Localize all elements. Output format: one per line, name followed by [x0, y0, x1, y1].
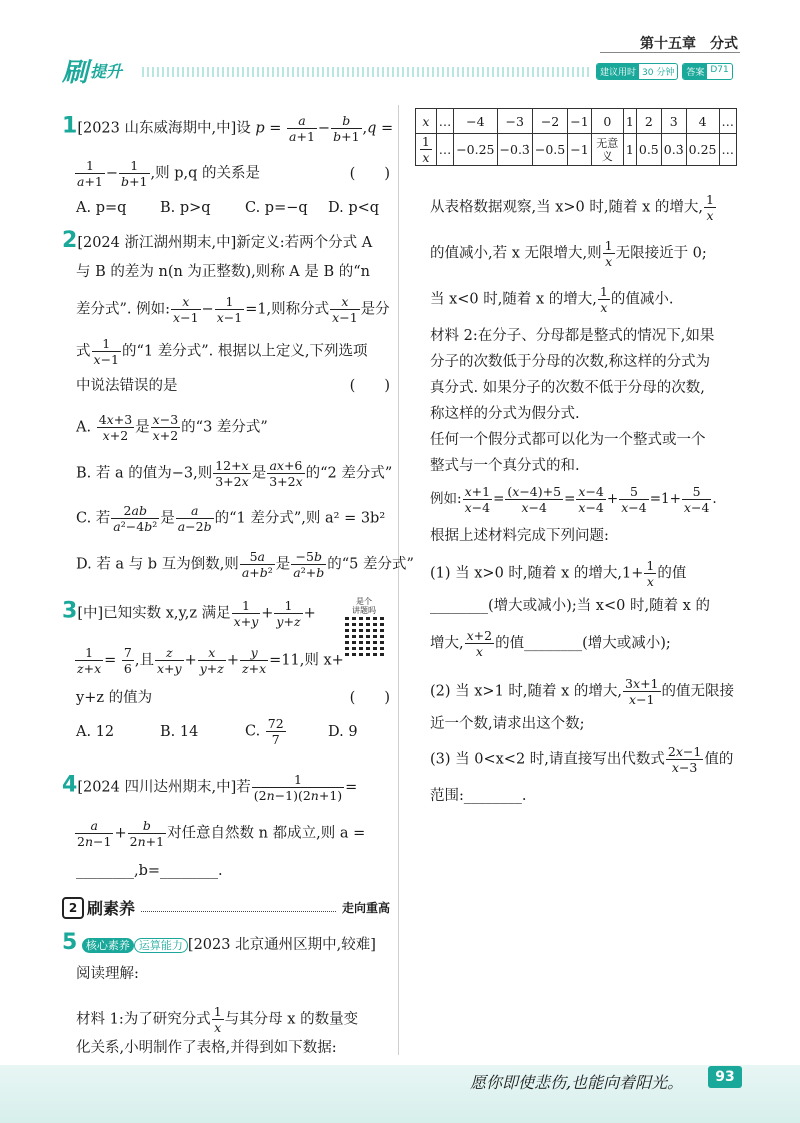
table-cell: 无意义 [591, 134, 623, 166]
table-cell: 1 [623, 134, 636, 166]
q2-line4: 式 $\frac{1}{x-1}$ 的“1 差分式”. 根据以上定义,下列选项 [76, 336, 368, 367]
q4-number: 4 [62, 772, 78, 798]
table-cell: 0.3̇ [661, 134, 686, 166]
table-row [416, 134, 737, 166]
task-line: 根据上述材料完成下列问题: [430, 528, 609, 544]
q1-number: 1 [62, 113, 78, 139]
qr-code-icon[interactable] [342, 615, 386, 659]
table-row [416, 109, 737, 134]
q1-option-d: D. p<q [328, 200, 380, 216]
q2-option-d: D. 若 a 与 b 互为倒数,则 $\frac{5a}{\text{a+b²}}$ 是 $\frac{-5b}{\text{a²+b}}$ 的“5 差分式” [76, 549, 414, 580]
table-cell: −0.25 [454, 134, 497, 166]
material2-line5: 任何一个假分式都可以化为一个整式或一个 [430, 432, 706, 448]
data-table [415, 108, 737, 166]
q3-answer-paren: ( ) [349, 690, 390, 706]
q2-text3b: =1,则称分式 [245, 301, 330, 318]
brand-main: 刷 [62, 58, 89, 88]
q5-material1-cont: 化关系,小明制作了表格,并得到如下数据: [76, 1040, 337, 1056]
section-dots [141, 903, 336, 912]
table-cell: 0.25 [686, 134, 719, 166]
table-cell: −0.3̇ [497, 134, 532, 166]
column-divider [398, 105, 399, 1055]
table-cell: 0.5 [636, 134, 661, 166]
table-cell: … [436, 134, 454, 166]
material2-line4: 称这样的分式为假分式. [430, 406, 580, 422]
q3-option-d: D. 9 [328, 724, 358, 740]
q1-option-a: A. p=q [76, 200, 127, 216]
material2-line1: 材料 2:在分子、分母都是整式的情况下,如果 [430, 328, 715, 344]
table-cell: 3 [661, 109, 686, 134]
header-tags [596, 63, 733, 80]
section-icon: 2 [62, 897, 84, 919]
q1-answer-paren: ( ) [349, 166, 390, 182]
q2-text5: 中说法错误的是 [76, 378, 178, 394]
section-right: 走向重高 [341, 901, 390, 915]
table-cell: 1 [623, 109, 636, 134]
q2-line5 [76, 376, 390, 396]
right-line2: 的值减小,若 x 无限增大,则 $\frac{1}{x}$ 无限接近于 0; [430, 238, 707, 269]
q2-option-b: B. 若 a 的值为−3,则 $\frac{12+x}{3+2x}$ 是 $\frac{ax+6}{3+2x}$ 的“2 差分式” [76, 458, 393, 489]
table-cell: … [436, 109, 454, 134]
core-literacy-badge: 核心素养 [82, 938, 134, 953]
q3-line2: $\frac{1}{z+x}$ = $\frac{7}{6}$ ,且 $\frac{z}{x+y}$ + $\frac{x}{y+z}$ + $\frac{y}{z+x}$ =11,则 x+ [77, 645, 344, 676]
table-cell: 0 [591, 109, 623, 134]
section-title: 刷素养 [87, 899, 136, 918]
q4-line2: $\frac{a}{2n-1}$ + $\frac{b}{2n+1}$ 对任意自然数 n 都成立,则 a = [77, 818, 366, 849]
q1-option-b: B. p>q [160, 200, 211, 216]
right-line3: 当 x<0 时,随着 x 的增大, $\frac{1}{x}$ 的值减小. [430, 284, 674, 315]
q2-text4a: 式 [76, 343, 91, 360]
table-cell: −4 [454, 109, 497, 134]
material2-line6: 整式与一个真分式的和. [430, 458, 580, 474]
q5-read: 阅读理解: [76, 966, 139, 982]
part1-line1: (1) 当 x>0 时,随着 x 的增大,1+ $\frac{1}{x}$ 的值 [430, 558, 687, 589]
q1-line2: $\frac{1}{a+1}$ − $\frac{1}{b+1}$ ,则 p,q 的关系是 ( ) [77, 158, 390, 189]
q2-source: [2024 浙江湖州期末,中] [77, 235, 237, 251]
chapter-title: 第十五章 分式 [640, 36, 738, 52]
q3-number: 3 [62, 598, 78, 624]
part3-line2: 范围:________. [430, 788, 527, 804]
time-label: 建议用时 [597, 64, 639, 79]
header-rule [600, 52, 740, 53]
skill-badge: 运算能力 [134, 938, 188, 953]
part1-line3: 增大, $\frac{x+2}{x}$ 的值________(增大或减小); [430, 628, 671, 659]
material2-line3: 真分式. 如果分子的次数不低于分母的次数, [430, 380, 705, 396]
q2-option-c: C. 若 $\frac{2ab}{\text{a²−4b²}}$ 是 $\frac{a}{a-2b}$ 的“1 差分式”,则 a² = 3b² [76, 503, 386, 534]
table-cell: −1 [568, 109, 591, 134]
footer-motto: 愿你即使悲伤,也能向着阳光。 [470, 1073, 684, 1092]
time-tag [596, 63, 678, 80]
table-cell: $\frac{1}{x}$ [416, 134, 437, 166]
q2-option-a: A. $\frac{4x+3}{x+2}$ 是 $\frac{x-3}{x+2}$ 的“3 差分式” [76, 412, 268, 443]
q5-material1: 材料 1:为了研究分式 $\frac{1}{x}$ 与其分母 x 的数量变 [76, 1004, 359, 1035]
q2-number: 2 [62, 228, 78, 253]
decorative-stripe [142, 67, 592, 77]
table-cell: −2 [532, 109, 567, 134]
q2-line1 [62, 228, 373, 253]
material2-line2: 分子的次数低于分母的次数,称这样的分式为 [430, 354, 711, 370]
table-cell: −1 [568, 134, 591, 166]
q2-text3a: 差分式”. 例如: [76, 301, 171, 318]
example-line: 例如: $\frac{x+1}{x-4}$ = $\frac{(x-4)+5}{x-4}$ = $\frac{x-4}{x-4}$ + $\frac{5}{x-4}$ =1+ $\frac{5}{x-4}$ . [430, 484, 717, 515]
qr-caption: 是个 讲题吗 [352, 597, 376, 615]
q4-line3: ________,b=________. [76, 863, 223, 879]
q3-line3: y+z 的值为 ( ) [76, 690, 390, 706]
table-cell: x [416, 109, 437, 134]
table-cell: −0.5 [532, 134, 567, 166]
table-cell: … [719, 109, 737, 134]
q5-number: 5 [62, 930, 78, 955]
table-cell: 4 [686, 109, 719, 134]
q1-ask: ,则 p,q 的关系是 [150, 165, 261, 182]
answer-value: D71 [710, 65, 729, 75]
part1-line2: ________(增大或减小);当 x<0 时,随着 x 的 [430, 598, 710, 614]
q2-text4b: 的“1 差分式”. 根据以上定义,下列选项 [122, 343, 368, 360]
q2-text3c: 是分 [360, 301, 390, 318]
q3-option-a: A. 12 [76, 724, 115, 740]
answer-label: 答案 [683, 64, 707, 79]
table-cell: … [719, 134, 737, 166]
q4-line1: 4[2024 四川达州期末,中]若 $\frac{1}{(2n-1)(2n+1)}$ = [62, 772, 358, 803]
right-line1: 从表格数据观察,当 x>0 时,随着 x 的增大, $\frac{1}{x}$ [430, 192, 714, 223]
table-cell: 2 [636, 109, 661, 134]
q2-line2: 与 B 的差为 n(n 为正整数),则称 A 是 B 的“n [76, 264, 371, 280]
answer-tag [682, 63, 732, 80]
section-header [62, 896, 390, 919]
table-cell: −3 [497, 109, 532, 134]
q1-line1: 1[2023 山东威海期中,中]设 p = $\frac{a}{a+1}$ − $\frac{b}{b+1}$ ,q = [62, 113, 394, 144]
part3-line1: (3) 当 0<x<2 时,请直接写出代数式 $\frac{2x-1}{x-3}$ 值的 [430, 744, 734, 775]
q1-source: [2023 山东威海期中,中] [77, 120, 237, 137]
time-value: 30 分钟 [642, 68, 675, 78]
q1-option-c: C. p=−q [245, 200, 308, 216]
page-number: 93 [708, 1066, 742, 1088]
q2-text1: 新定义:若两个分式 A [236, 235, 373, 251]
q2-line3: 差分式”. 例如: $\frac{x}{x-1}$ − $\frac{1}{x-1}$ =1,则称分式 $\frac{x}{x-1}$ 是分 [76, 294, 390, 325]
part2-line1: (2) 当 x>1 时,随着 x 的增大, $\frac{3x+1}{x-1}$ 的值无限接 [430, 676, 734, 707]
q5-line1: 5 核心素养 运算能力 [2023 北京通州区期中,较难] [62, 930, 376, 955]
q2-answer-paren: ( ) [349, 378, 390, 394]
brand-sub: 提升 [90, 62, 123, 81]
q3-option-b: B. 14 [160, 724, 199, 740]
q3-line1: 3[中]已知实数 x,y,z 满足 $\frac{1}{x+y}$ + $\frac{1}{y+z}$ + [62, 598, 316, 629]
part2-line2: 近一个数,请求出这个数; [430, 716, 585, 732]
brand-logo [62, 52, 122, 89]
q3-option-c: C. $\frac{72}{7}$ [245, 716, 284, 747]
